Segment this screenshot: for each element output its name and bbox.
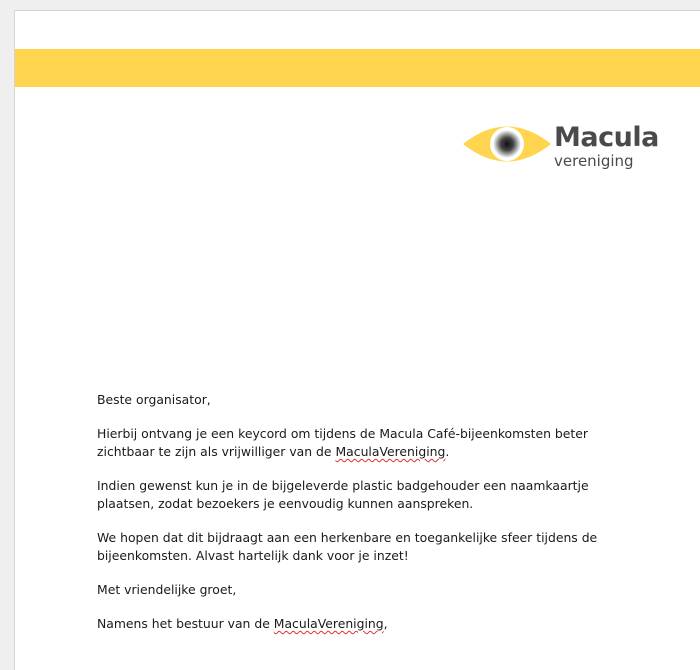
org-name: MaculaVereniging — [335, 444, 446, 459]
logo-subtitle: vereniging — [554, 152, 634, 170]
paragraph-keycord-text: Hierbij ontvang je een keycord om tijdens de Macula Café-bijeenkomsten beter zichtbaar te zijn als vrijwilliger van de — [97, 426, 588, 459]
document-page — [14, 10, 700, 670]
closing: Met vriendelijke groet, — [97, 582, 237, 597]
signature-org-name: MaculaVereniging — [273, 616, 384, 631]
letter-body — [97, 391, 617, 649]
paragraph-keycord-end: . — [445, 444, 450, 459]
logo-wordmark: Macula — [554, 122, 659, 153]
paragraph-keycord — [97, 425, 617, 461]
macula-logo — [461, 117, 671, 177]
paragraph-badge: Indien gewenst kun je in de bijgeleverde plastic badgehouder een naamkaartje plaatsen, zodat bezoekers je eenvoudig kunnen aanspreken. — [97, 478, 589, 511]
paragraph-thanks: We hopen dat dit bijdraagt aan een herkenbare en toegankelijke sfeer tijdens de bijeenkomsten. Alvast hartelijk dank voor je inzet! — [97, 530, 598, 563]
eye-icon — [461, 119, 553, 169]
header-band — [15, 49, 700, 87]
signature-end: , — [383, 616, 388, 631]
signature-text: Namens het bestuur van de — [97, 616, 274, 631]
signature — [97, 615, 617, 633]
greeting: Beste organisator, — [97, 392, 211, 407]
